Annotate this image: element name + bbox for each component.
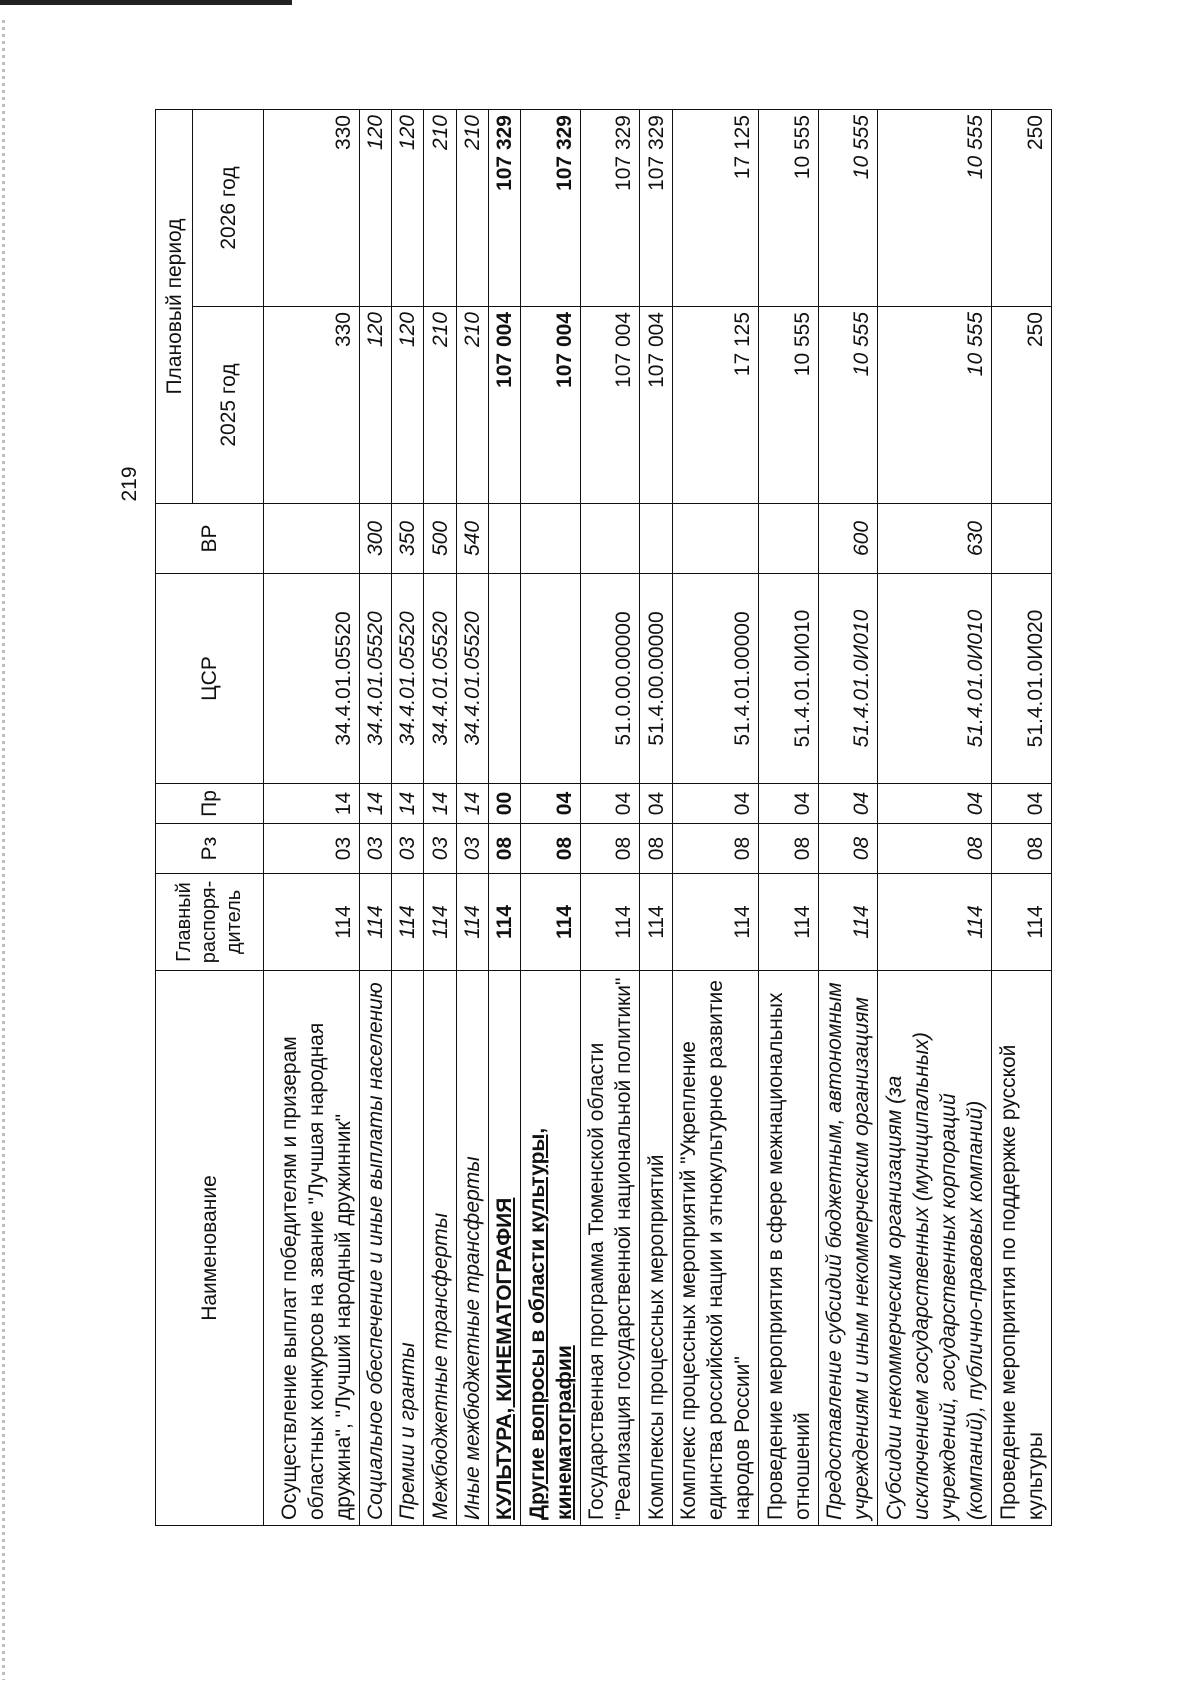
row-pr: 04 bbox=[640, 784, 672, 824]
row-name-text: КУЛЬТУРА, КИНЕМАТОГРАФИЯ bbox=[493, 1197, 517, 1520]
table-row bbox=[392, 110, 424, 1526]
budget-table bbox=[155, 109, 1052, 1526]
header-vr: ВР bbox=[156, 504, 264, 574]
row-grbs: 114 bbox=[456, 874, 488, 971]
table-row bbox=[456, 110, 488, 1526]
row-amount-2026: 330 bbox=[264, 110, 360, 307]
row-grbs: 114 bbox=[878, 874, 992, 971]
table-row bbox=[580, 110, 640, 1526]
row-amount-2025: 17 125 bbox=[672, 307, 759, 504]
row-amount-2025: 10 555 bbox=[759, 307, 819, 504]
row-name-text: Проведение мероприятия в сфере межнациональных отношений bbox=[763, 992, 814, 1520]
row-name bbox=[264, 971, 360, 1526]
row-grbs: 114 bbox=[488, 874, 520, 971]
row-grbs: 114 bbox=[640, 874, 672, 971]
row-rz: 08 bbox=[521, 824, 581, 874]
row-name bbox=[878, 971, 992, 1526]
row-rz: 08 bbox=[759, 824, 819, 874]
row-csr bbox=[521, 574, 581, 784]
row-vr bbox=[580, 504, 640, 574]
row-csr: 34.4.01.05520 bbox=[392, 574, 424, 784]
row-name-text: Премии и гранты bbox=[396, 1342, 420, 1520]
header-year-2026: 2026 год bbox=[193, 110, 264, 307]
row-amount-2026: 10 555 bbox=[878, 110, 992, 307]
row-csr: 51.4.01.0И010 bbox=[818, 574, 878, 784]
row-grbs: 114 bbox=[672, 874, 759, 971]
row-pr: 04 bbox=[521, 784, 581, 824]
header-rz: Рз bbox=[156, 824, 264, 874]
row-pr: 14 bbox=[264, 784, 360, 824]
row-pr: 04 bbox=[759, 784, 819, 824]
row-name bbox=[392, 971, 424, 1526]
row-vr bbox=[672, 504, 759, 574]
row-grbs: 114 bbox=[264, 874, 360, 971]
row-vr bbox=[640, 504, 672, 574]
row-name-text: Другие вопросы в области культуры, кинематографии bbox=[525, 1127, 576, 1520]
row-grbs: 114 bbox=[392, 874, 424, 971]
header-planning-period: Плановый период bbox=[156, 110, 193, 504]
row-vr bbox=[488, 504, 520, 574]
row-grbs: 114 bbox=[521, 874, 581, 971]
table-row bbox=[878, 110, 992, 1526]
row-amount-2026: 120 bbox=[392, 110, 424, 307]
row-vr bbox=[264, 504, 360, 574]
row-rz: 08 bbox=[672, 824, 759, 874]
row-amount-2025: 250 bbox=[992, 307, 1052, 504]
row-csr: 51.4.00.00000 bbox=[640, 574, 672, 784]
row-rz: 03 bbox=[359, 824, 391, 874]
row-amount-2026: 107 329 bbox=[521, 110, 581, 307]
row-rz: 08 bbox=[992, 824, 1052, 874]
row-pr: 04 bbox=[992, 784, 1052, 824]
top-rule bbox=[0, 0, 292, 5]
budget-table-container bbox=[155, 110, 1052, 1526]
row-name-text: Осуществление выплат победителям и призерам областных конкурсов на звание "Лучшая народная дружина", "Лучший народный дружинник" bbox=[277, 1022, 355, 1520]
header-pr: Пр bbox=[156, 784, 264, 824]
row-rz: 03 bbox=[456, 824, 488, 874]
row-rz: 08 bbox=[878, 824, 992, 874]
row-rz: 03 bbox=[424, 824, 456, 874]
row-amount-2025: 107 004 bbox=[521, 307, 581, 504]
row-pr: 14 bbox=[424, 784, 456, 824]
row-pr: 00 bbox=[488, 784, 520, 824]
row-amount-2025: 107 004 bbox=[640, 307, 672, 504]
row-vr: 350 bbox=[392, 504, 424, 574]
row-vr: 300 bbox=[359, 504, 391, 574]
row-name bbox=[456, 971, 488, 1526]
row-csr: 34.4.01.05520 bbox=[359, 574, 391, 784]
row-name-text: Субсидии некоммерческим организациям (за исключением государственных (муниципальных) учреждений, государственных корпораций (компаний), публично-правовых компаний) bbox=[883, 1032, 988, 1520]
row-pr: 04 bbox=[672, 784, 759, 824]
row-rz: 08 bbox=[488, 824, 520, 874]
table-body bbox=[264, 110, 1052, 1526]
header-year-2025: 2025 год bbox=[193, 307, 264, 504]
row-amount-2025: 10 555 bbox=[818, 307, 878, 504]
table-row bbox=[521, 110, 581, 1526]
row-grbs: 114 bbox=[759, 874, 819, 971]
row-name bbox=[521, 971, 581, 1526]
row-rz: 03 bbox=[264, 824, 360, 874]
row-amount-2026: 10 555 bbox=[759, 110, 819, 307]
scan-edge bbox=[2, 20, 5, 1680]
row-amount-2026: 17 125 bbox=[672, 110, 759, 307]
row-amount-2026: 107 329 bbox=[640, 110, 672, 307]
row-csr: 51.4.01.0И010 bbox=[878, 574, 992, 784]
header-grbs: Главный распоря-дитель bbox=[156, 874, 264, 971]
row-amount-2025: 120 bbox=[392, 307, 424, 504]
row-pr: 14 bbox=[456, 784, 488, 824]
row-name bbox=[580, 971, 640, 1526]
row-pr: 04 bbox=[818, 784, 878, 824]
row-vr: 630 bbox=[878, 504, 992, 574]
row-csr bbox=[488, 574, 520, 784]
row-amount-2025: 210 bbox=[424, 307, 456, 504]
row-name bbox=[759, 971, 819, 1526]
row-amount-2025: 120 bbox=[359, 307, 391, 504]
row-vr bbox=[992, 504, 1052, 574]
row-name-text: Комплексы процессных мероприятий bbox=[644, 1154, 668, 1520]
row-grbs: 114 bbox=[424, 874, 456, 971]
row-pr: 04 bbox=[878, 784, 992, 824]
page-number: 219 bbox=[118, 466, 141, 502]
table-row bbox=[672, 110, 759, 1526]
row-name bbox=[359, 971, 391, 1526]
row-rz: 03 bbox=[392, 824, 424, 874]
row-rz: 08 bbox=[580, 824, 640, 874]
row-name-text: Проведение мероприятия по поддержке русской культуры bbox=[997, 1044, 1047, 1520]
row-name bbox=[672, 971, 759, 1526]
row-grbs: 114 bbox=[818, 874, 878, 971]
row-vr: 600 bbox=[818, 504, 878, 574]
row-amount-2025: 107 004 bbox=[580, 307, 640, 504]
row-grbs: 114 bbox=[992, 874, 1052, 971]
row-csr: 34.4.01.05520 bbox=[264, 574, 360, 784]
row-name bbox=[992, 971, 1052, 1526]
row-amount-2025: 10 555 bbox=[878, 307, 992, 504]
row-name bbox=[488, 971, 520, 1526]
table-row bbox=[264, 110, 360, 1526]
row-pr: 04 bbox=[580, 784, 640, 824]
row-amount-2026: 210 bbox=[424, 110, 456, 307]
row-amount-2025: 210 bbox=[456, 307, 488, 504]
row-rz: 08 bbox=[818, 824, 878, 874]
row-name-text: Государственная программа Тюменской области "Реализация государственной национальной политики" bbox=[585, 977, 636, 1520]
row-name bbox=[640, 971, 672, 1526]
row-amount-2026: 210 bbox=[456, 110, 488, 307]
row-name-text: Иные межбюджетные трансферты bbox=[460, 1156, 484, 1520]
table-row bbox=[818, 110, 878, 1526]
row-csr: 51.0.00.00000 bbox=[580, 574, 640, 784]
row-rz: 08 bbox=[640, 824, 672, 874]
row-grbs: 114 bbox=[359, 874, 391, 971]
row-csr: 34.4.01.05520 bbox=[456, 574, 488, 784]
row-vr bbox=[521, 504, 581, 574]
row-name-text: Комплекс процессных мероприятий "Укрепление единства российской нации и этнокультурное развитие народов России" bbox=[677, 980, 755, 1520]
row-amount-2025: 330 bbox=[264, 307, 360, 504]
row-name-text: Социальное обеспечение и иные выплаты населению bbox=[364, 982, 388, 1520]
row-csr: 51.4.01.00000 bbox=[672, 574, 759, 784]
row-name bbox=[424, 971, 456, 1526]
table-row bbox=[424, 110, 456, 1526]
row-vr bbox=[759, 504, 819, 574]
table-row bbox=[640, 110, 672, 1526]
row-pr: 14 bbox=[359, 784, 391, 824]
row-amount-2026: 10 555 bbox=[818, 110, 878, 307]
table-row bbox=[759, 110, 819, 1526]
row-amount-2026: 250 bbox=[992, 110, 1052, 307]
row-csr: 34.4.01.05520 bbox=[424, 574, 456, 784]
row-amount-2026: 120 bbox=[359, 110, 391, 307]
row-amount-2026: 107 329 bbox=[488, 110, 520, 307]
row-csr: 51.4.01.0И020 bbox=[992, 574, 1052, 784]
row-amount-2026: 107 329 bbox=[580, 110, 640, 307]
row-name-text: Предоставление субсидий бюджетным, автономным учреждениям и иным некоммерческим организациям bbox=[823, 982, 874, 1520]
table-row bbox=[992, 110, 1052, 1526]
row-vr: 540 bbox=[456, 504, 488, 574]
row-pr: 14 bbox=[392, 784, 424, 824]
row-name bbox=[818, 971, 878, 1526]
row-csr: 51.4.01.0И010 bbox=[759, 574, 819, 784]
header-name: Наименование bbox=[156, 971, 264, 1526]
row-vr: 500 bbox=[424, 504, 456, 574]
row-grbs: 114 bbox=[580, 874, 640, 971]
header-csr: ЦСР bbox=[156, 574, 264, 784]
table-row bbox=[488, 110, 520, 1526]
row-name-text: Межбюджетные трансферты bbox=[428, 1212, 452, 1520]
row-amount-2025: 107 004 bbox=[488, 307, 520, 504]
table-row bbox=[359, 110, 391, 1526]
